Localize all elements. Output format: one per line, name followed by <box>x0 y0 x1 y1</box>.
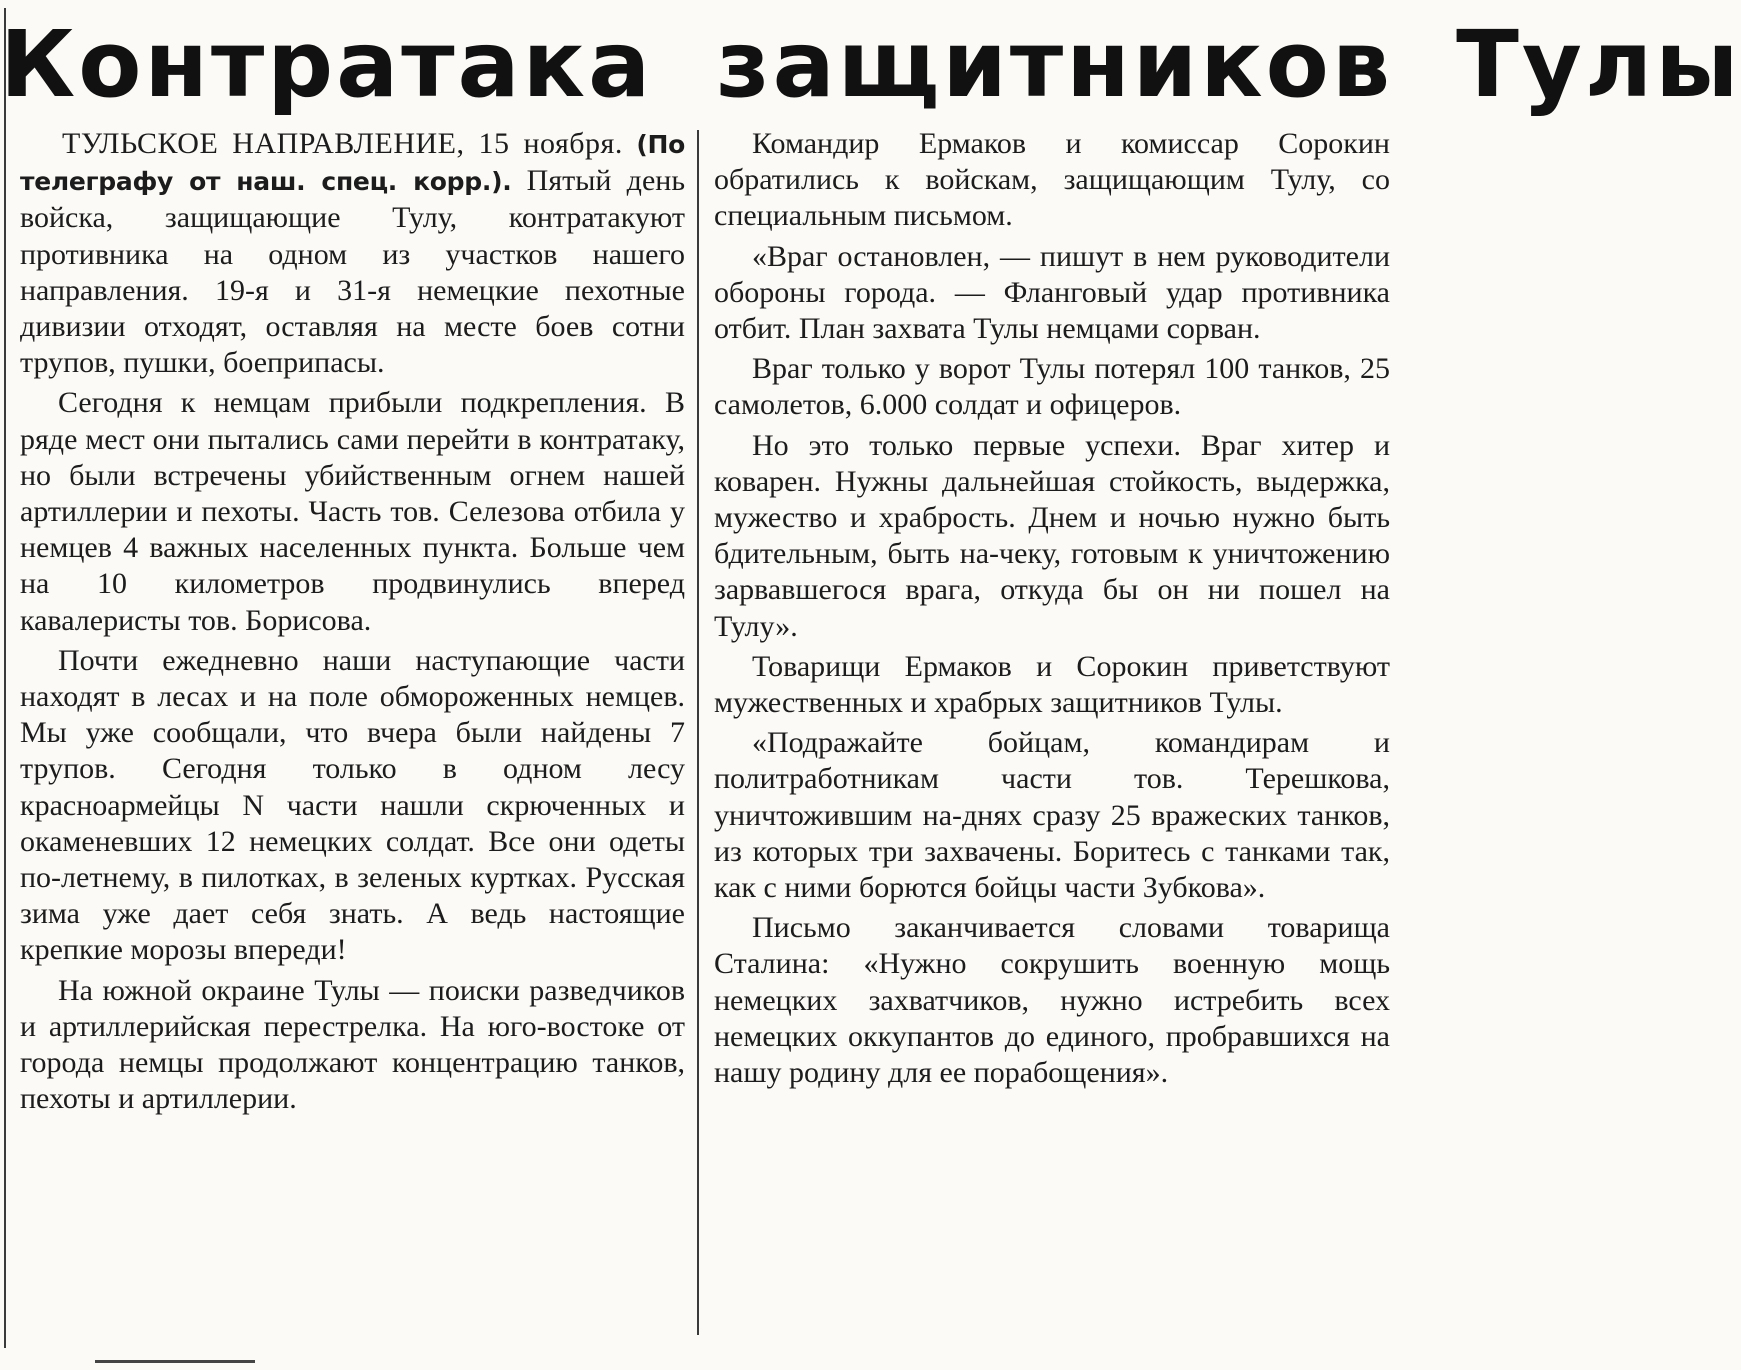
paragraph-11: Письмо заканчивается словами товарища Сталина: «Нужно сокрушить военную мощь немецких захватчиков, нужно истребить всех немецких оккупантов до единого, пробравшихся на нашу родину для ее порабощения». <box>714 911 1390 1090</box>
left-margin-rule <box>4 8 6 1348</box>
paragraph-6: «Враг остановлен, — пишут в нем руководители обороны города. — Фланговый удар противника отбит. План захвата Тулы немцами сорван. <box>714 239 1390 346</box>
byline: (По телеграфу от наш. спец. корр.). <box>20 130 685 197</box>
paragraph-1 <box>20 126 685 381</box>
paragraph-7: Враг только у ворот Тулы потерял 100 танков, 25 самолетов, 6.000 солдат и офицеров. <box>714 352 1390 422</box>
bottom-rule <box>95 1360 255 1363</box>
paragraph-5: Командир Ермаков и комиссар Сорокин обратились к войскам, защищающим Тулу, со специальным письмом. <box>714 127 1390 233</box>
article-headline: Контратака защитников Тулы <box>0 11 1741 118</box>
column-divider <box>697 130 699 1335</box>
dateline: ТУЛЬСКОЕ НАПРАВЛЕНИЕ, 15 ноября. <box>62 127 623 160</box>
article-column-left <box>20 126 685 1121</box>
paragraph-3: Почти ежедневно наши наступающие части находят в лесах и на поле обмороженных немцев. Мы уже сообщали, что вчера были найдены 7 трупов. Сегодня только в одном лесу красноармейцы N части нашли скрюченных и окаменевших 12 немецких солдат. Все они одеты по-летнему, в пилотках, в зеленых куртках. Русская зима уже дает себя знать. А ведь настоящие крепкие морозы впереди! <box>20 643 685 967</box>
paragraph-8: Но это только первые успехи. Враг хитер и коварен. Нужны дальнейшая стойкость, выдержка, мужество и храбрость. Днем и ночью нужно быть бдительным, быть на-чеку, готовым к уничтожению зарвавшегося врага, откуда бы он ни пошел на Тулу». <box>714 428 1390 643</box>
paragraph-10: «Подражайте бойцам, командирам и политработникам части тов. Терешкова, уничтожившим на-днях сразу 25 вражеских танков, из которых три захвачены. Боритесь с танками так, как с ними борются бойцы части Зубкова». <box>714 726 1390 905</box>
paragraph-1-text: Пятый день войска, защищающие Тулу, контратакуют противника на одном из участков нашего направления. 19-я и 31-я немецкие пехотные дивизии отходят, оставляя на месте боев сотни трупов, пушки, боеприпасы. <box>20 164 685 380</box>
paragraph-9: Товарищи Ермаков и Сорокин приветствуют мужественных и храбрых защитников Тулы. <box>714 649 1390 720</box>
article-column-right <box>714 126 1390 1095</box>
paragraph-2: Сегодня к немцам прибыли подкрепления. В ряде мест они пытались сами перейти в контратаку, но были встречены убийственным огнем нашей артиллерии и пехоты. Часть тов. Селезова отбила у немцев 4 важных населенных пункта. Больше чем на 10 километров продвинулись вперед кавалеристы тов. Борисова. <box>20 386 685 637</box>
paragraph-4: На южной окраине Тулы — поиски разведчиков и артиллерийская перестрелка. На юго-востоке от города немцы продолжают концентрацию танков, пехоты и артиллерии. <box>20 973 685 1116</box>
